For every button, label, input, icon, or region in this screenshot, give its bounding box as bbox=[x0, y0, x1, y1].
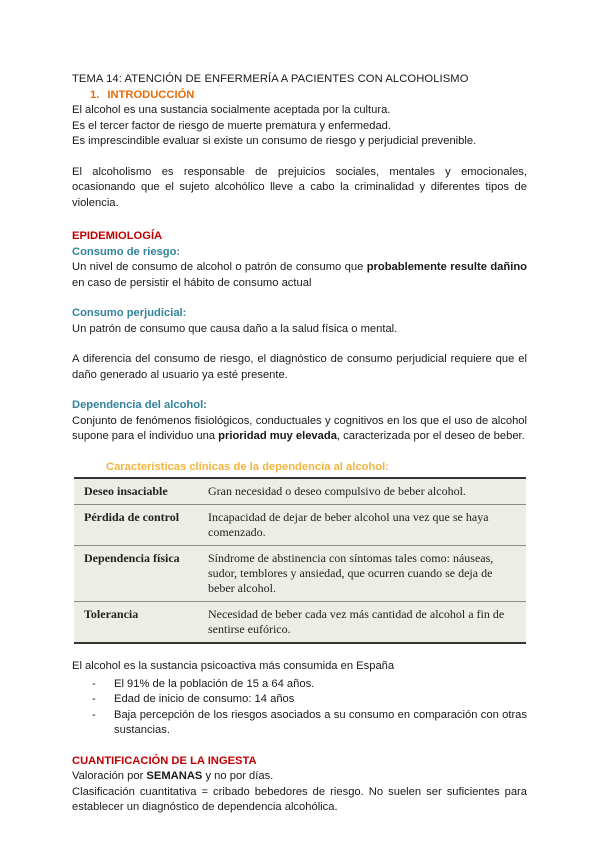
dependencia-text-bold: prioridad muy elevada bbox=[218, 430, 337, 442]
document-page bbox=[72, 72, 527, 816]
consumo-perjudicial-text: Un patrón de consumo que causa daño a la salud física o mental. bbox=[72, 322, 398, 335]
table-desc: Gran necesidad o deseo compulsivo de beber alcohol. bbox=[202, 478, 526, 505]
table-row bbox=[74, 546, 526, 602]
consumo-riesgo-heading: Consumo de riesgo: bbox=[72, 245, 181, 258]
valoracion-text bbox=[72, 769, 527, 785]
spain-bullet-list bbox=[72, 677, 527, 739]
spain-intro: El alcohol es la sustancia psicoactiva más consumida en España bbox=[72, 660, 395, 672]
epidemiologia-heading: EPIDEMIOLOGÍA bbox=[72, 230, 163, 242]
valoracion-text-b: y no por días. bbox=[202, 770, 274, 782]
dependencia-text-b: , caracterizada por el deseo de beber. bbox=[336, 430, 525, 442]
consumo-riesgo-text-bold: probablemente resulte dañino bbox=[366, 261, 527, 273]
cuantificacion-heading: CUANTIFICACIÓN DE LA INGESTA bbox=[72, 754, 257, 767]
table-desc: Síndrome de abstinencia con síntomas tales como: náuseas, sudor, temblores y ansiedad, que ocurren cuando se deja de beber alcohol. bbox=[202, 546, 526, 602]
intro-heading-number: 1. bbox=[90, 88, 100, 101]
clasificacion-text: Clasificación cuantitativa = cribado bebedores de riesgo. No suelen ser suficientes para establecer un diagnóstico de dependencia alcohólica. bbox=[72, 785, 527, 813]
table-term: Deseo insaciable bbox=[74, 478, 202, 505]
intro-paragraph: El alcoholismo es responsable de prejuicios sociales, mentales y emocionales, ocasionando que el sujeto alcohólico lleve a cabo la criminalidad y diferentes tipos de violencia. bbox=[72, 165, 527, 209]
table-term: Tolerancia bbox=[74, 602, 202, 644]
clinical-features-table bbox=[74, 477, 526, 644]
intro-heading-text: INTRODUCCIÓN bbox=[107, 88, 195, 101]
valoracion-text-bold: SEMANAS bbox=[146, 770, 203, 782]
intro-line-1: El alcohol es una sustancia socialmente aceptada por la cultura. bbox=[72, 104, 391, 116]
consumo-riesgo-text bbox=[72, 260, 527, 291]
intro-line-2: Es el tercer factor de riesgo de muerte prematura y enfermedad. bbox=[72, 119, 391, 132]
list-item bbox=[92, 677, 527, 693]
table-term: Dependencia física bbox=[74, 546, 202, 602]
list-item-text: Edad de inicio de consumo: 14 años bbox=[114, 693, 295, 705]
consumo-perjudicial-heading: Consumo perjudicial: bbox=[72, 307, 187, 319]
dependencia-text bbox=[72, 414, 527, 445]
table-row bbox=[74, 602, 526, 644]
valoracion-text-a: Valoración por bbox=[72, 770, 147, 782]
dash-bullet: - bbox=[92, 677, 96, 690]
intro-heading bbox=[72, 88, 527, 104]
list-item-text: El 91% de la población de 15 a 64 años. bbox=[114, 677, 315, 690]
table-row bbox=[74, 505, 526, 546]
list-item bbox=[92, 708, 527, 739]
dash-bullet: - bbox=[92, 693, 96, 705]
consumo-riesgo-text-a: Un nivel de consumo de alcohol o patrón de consumo que bbox=[72, 261, 367, 273]
consumo-riesgo-text-b: en caso de persistir el hábito de consumo actual bbox=[72, 276, 312, 289]
intro-line-3: Es imprescindible evaluar si existe un consumo de riesgo y perjudicial prevenible. bbox=[72, 135, 477, 147]
table-desc: Necesidad de beber cada vez más cantidad de alcohol a fin de sentirse eufórico. bbox=[202, 602, 526, 644]
table-desc: Incapacidad de dejar de beber alcohol una vez que se haya comenzado. bbox=[202, 505, 526, 546]
list-item-text: Baja percepción de los riesgos asociados a su consumo en comparación con otras sustancias. bbox=[114, 708, 527, 736]
table-term: Pérdida de control bbox=[74, 505, 202, 546]
document-title: TEMA 14: ATENCIÓN DE ENFERMERÍA A PACIENTES CON ALCOHOLISMO bbox=[72, 73, 469, 85]
dependencia-text-a: Conjunto de fenómenos fisiológicos, conductuales y cognitivos en los que el uso de alcohol supone para el individuo una bbox=[72, 414, 527, 442]
list-item bbox=[92, 692, 527, 708]
consumo-perjudicial-diff: A diferencia del consumo de riesgo, el diagnóstico de consumo perjudicial requiere que el daño generado al usuario ya esté presente. bbox=[72, 353, 527, 381]
dependencia-heading: Dependencia del alcohol: bbox=[72, 399, 207, 411]
dash-bullet: - bbox=[92, 708, 96, 721]
table-caption: Características clínicas de la dependencia al alcohol: bbox=[106, 460, 389, 473]
table-row bbox=[74, 478, 526, 505]
